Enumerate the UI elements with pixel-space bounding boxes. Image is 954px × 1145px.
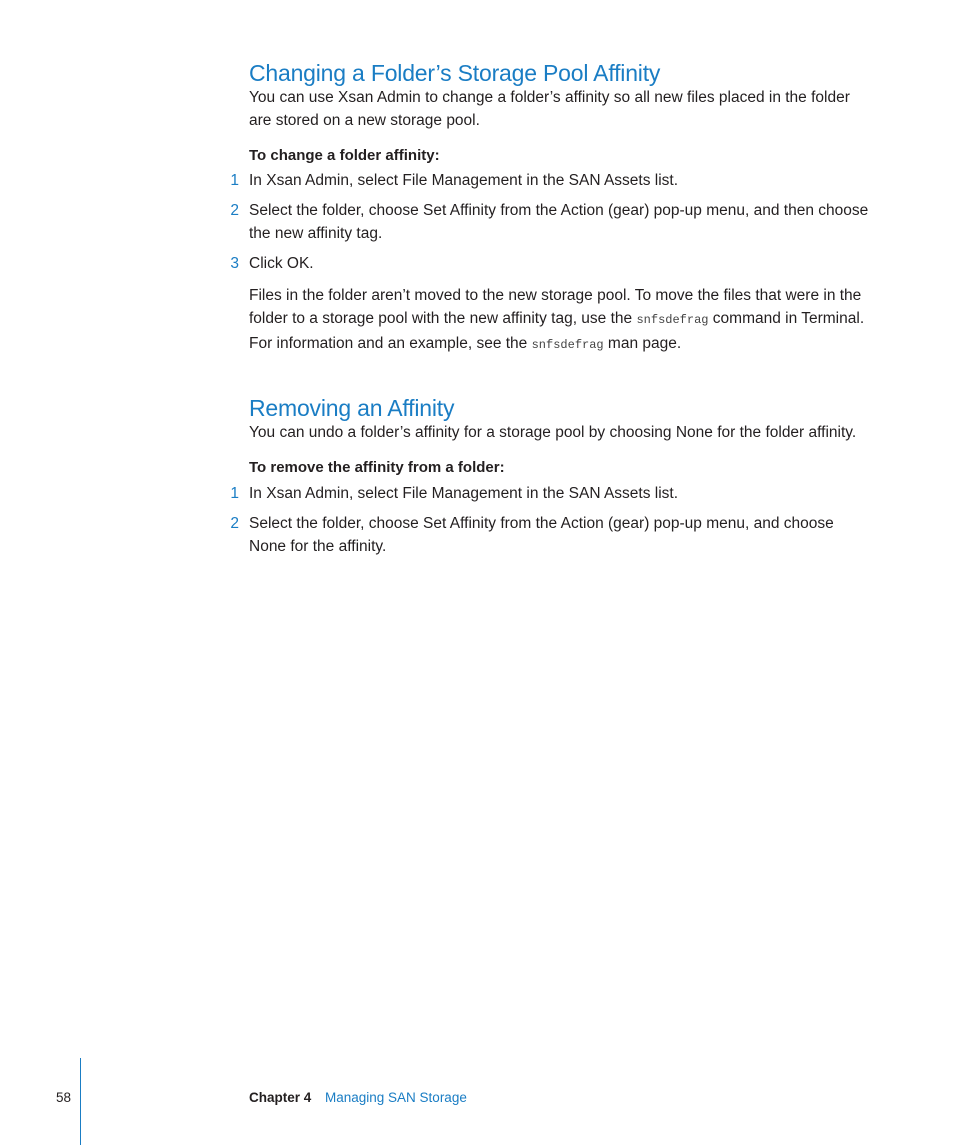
- chapter-title: Managing SAN Storage: [325, 1090, 467, 1105]
- section-intro: You can use Xsan Admin to change a folder’s affinity so all new files placed in the folder are stored on a new storage pool.: [249, 89, 850, 129]
- task-heading: To remove the affinity from a folder:: [249, 459, 505, 476]
- task-heading: To change a folder affinity:: [249, 147, 440, 164]
- section-title: Removing an Affinity: [249, 395, 455, 421]
- section-title: Changing a Folder’s Storage Pool Affinity: [249, 60, 661, 86]
- step-item: [230, 252, 874, 275]
- section-remove-affinity: [230, 393, 874, 558]
- section-change-affinity: [230, 58, 874, 357]
- step-item: [230, 512, 874, 558]
- step-number: 2: [230, 515, 239, 532]
- command-code: snfsdefrag: [531, 338, 604, 352]
- note-text: man page.: [603, 335, 682, 352]
- step-note: [249, 284, 874, 357]
- footer-divider: [80, 1058, 81, 1145]
- chapter-label: Chapter 4: [249, 1090, 312, 1105]
- step-text: Select the folder, choose Set Affinity from the Action (gear) pop-up menu, and then choose the new affinity tag.: [249, 202, 869, 242]
- step-number: 3: [230, 255, 239, 272]
- page-number: 58: [56, 1090, 72, 1105]
- step-text: In Xsan Admin, select File Management in the SAN Assets list.: [249, 172, 679, 189]
- section-intro: You can undo a folder’s affinity for a storage pool by choosing None for the folder affinity.: [249, 424, 857, 441]
- step-number: 1: [230, 172, 239, 189]
- step-text: Click OK.: [249, 255, 314, 272]
- step-item: [230, 482, 874, 505]
- step-item: [230, 199, 874, 245]
- note-text: Files in the folder aren’t moved to the new storage pool. To move the files that were in the folder to a storage pool with the new affinity tag, use the: [249, 287, 862, 327]
- step-number: 2: [230, 202, 239, 219]
- step-item: [230, 169, 874, 192]
- step-text: Select the folder, choose Set Affinity from the Action (gear) pop-up menu, and choose None for the affinity.: [249, 515, 834, 555]
- step-text: In Xsan Admin, select File Management in the SAN Assets list.: [249, 485, 679, 502]
- command-code: snfsdefrag: [636, 313, 709, 327]
- step-number: 1: [230, 485, 239, 502]
- note-text: command in Terminal. For information and an example, see the: [249, 310, 865, 352]
